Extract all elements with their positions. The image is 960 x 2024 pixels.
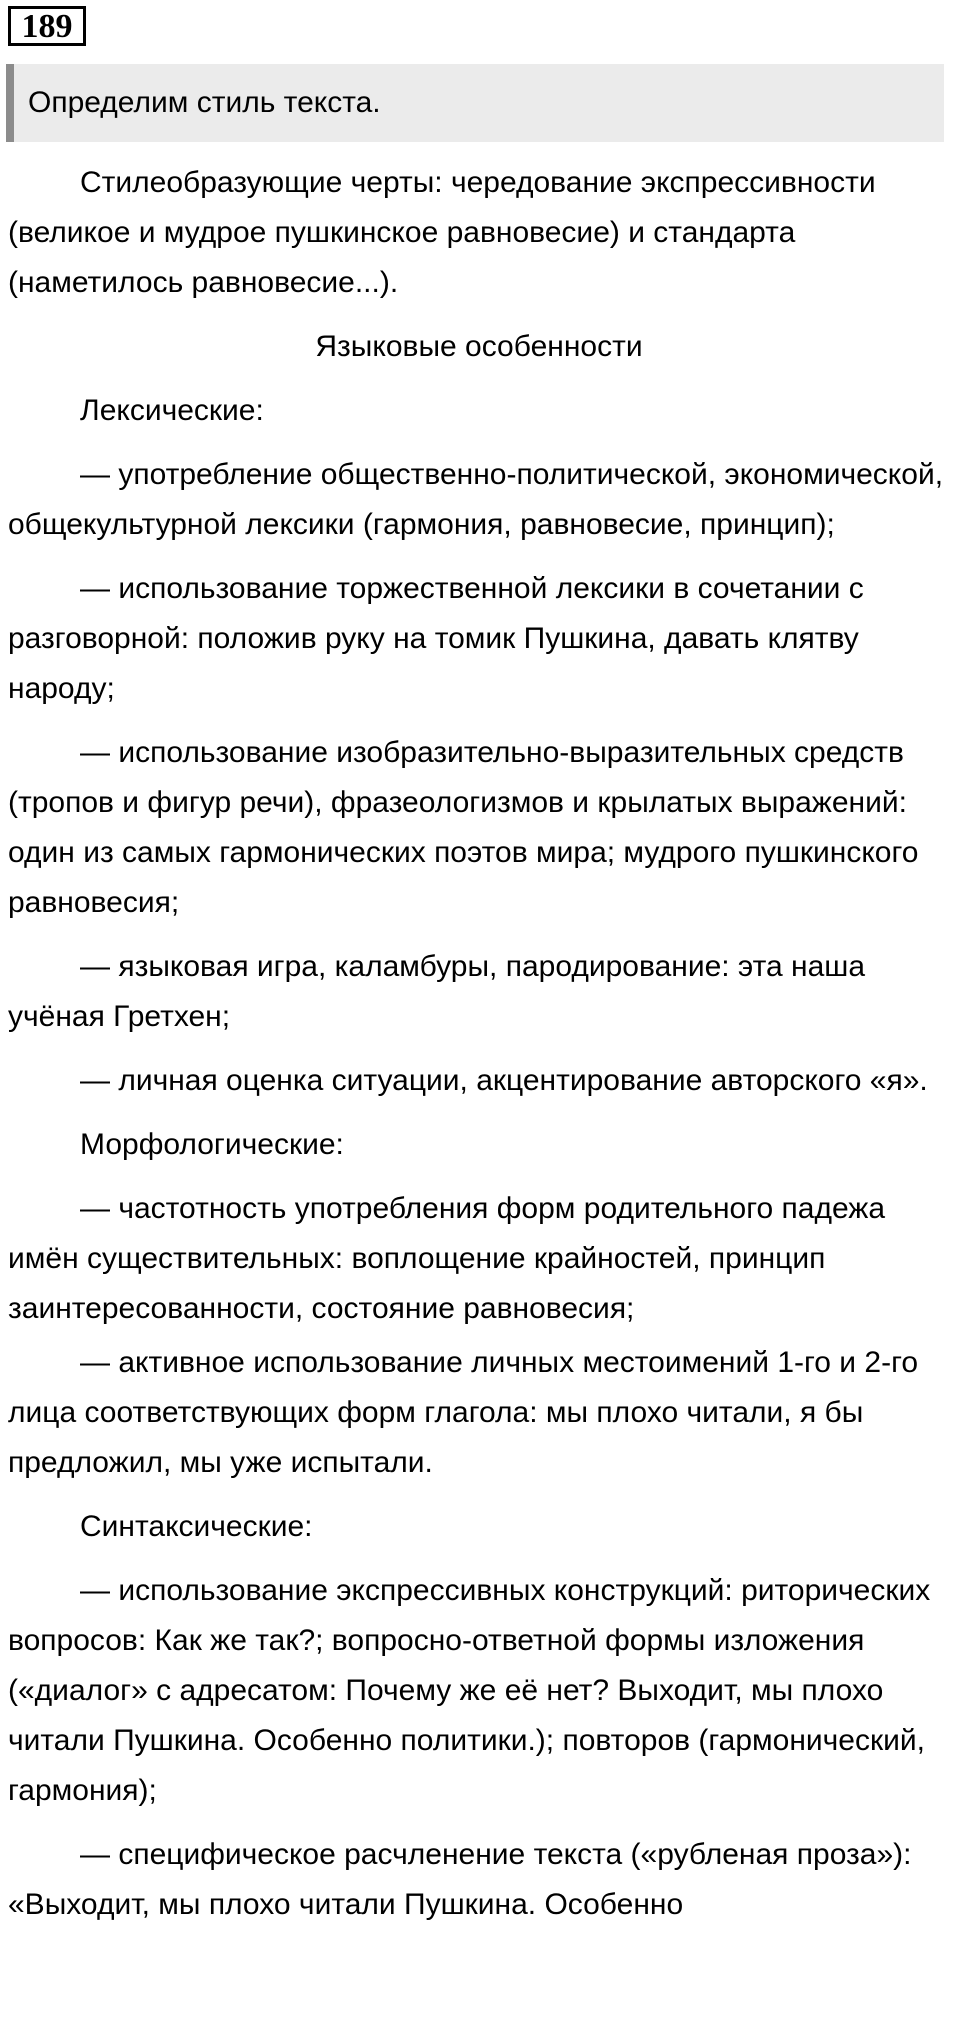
answer-text: [8, 158, 950, 1944]
task-number-box: 189: [8, 6, 86, 46]
list-item-lexical-1: — употребление общественно-политической, экономической, общекультурной лексики (гармония, равновесие, принцип);: [8, 458, 944, 541]
list-item-lexical-5: — личная оценка ситуации, акцентирование авторского «я».: [80, 1064, 928, 1097]
list-item-lexical-2: — использование торжественной лексики в сочетании с разговорной: положив руку на томик Пушкина, давать клятву народу;: [8, 572, 864, 705]
subheading-syntactic: Синтаксические:: [80, 1510, 313, 1543]
subheading-morphological: Морфологические:: [80, 1128, 344, 1161]
section-heading-language-features: Языковые особенности: [315, 330, 643, 363]
list-item-syntactic-2: — специфическое расчленение текста («рубленая проза»): «Выходит, мы плохо читали Пушкина. Особенно: [8, 1838, 912, 1921]
list-item-morphological-2: — активное использование личных местоимений 1-го и 2-го лица соответствующих форм глагола: мы плохо читали, я бы предложил, мы уже испытали.: [8, 1346, 919, 1479]
list-item-lexical-4: — языковая игра, каламбуры, пародирование: эта наша учёная Гретхен;: [8, 950, 866, 1033]
list-item-morphological-1: — частотность употребления форм родительного падежа имён существительных: воплощение крайностей, принцип заинтересованности, состояние равновесия;: [8, 1192, 886, 1325]
style-features-paragraph: Стилеобразующие черты: чередование экспрессивности (великое и мудрое пушкинское равновесие) и стандарта (наметилось равновесие...).: [8, 166, 876, 299]
list-item-syntactic-1: — использование экспрессивных конструкций: риторических вопросов: Как же так?; вопросно-ответной формы изложения («диалог» с адресатом: Почему же её нет? Выходит, мы плохо читали Пушкина. Особенно политики.); повторов (гармонический, гармония);: [8, 1574, 931, 1807]
list-item-lexical-3: — использование изобразительно-выразительных средств (тропов и фигур речи), фразеологизмов и крылатых выражений: один из самых гармонических поэтов мира; мудрого пушкинского равновесия;: [8, 736, 919, 919]
task-instruction-bar: Определим стиль текста.: [6, 64, 944, 142]
subheading-lexical: Лексические:: [80, 394, 264, 427]
